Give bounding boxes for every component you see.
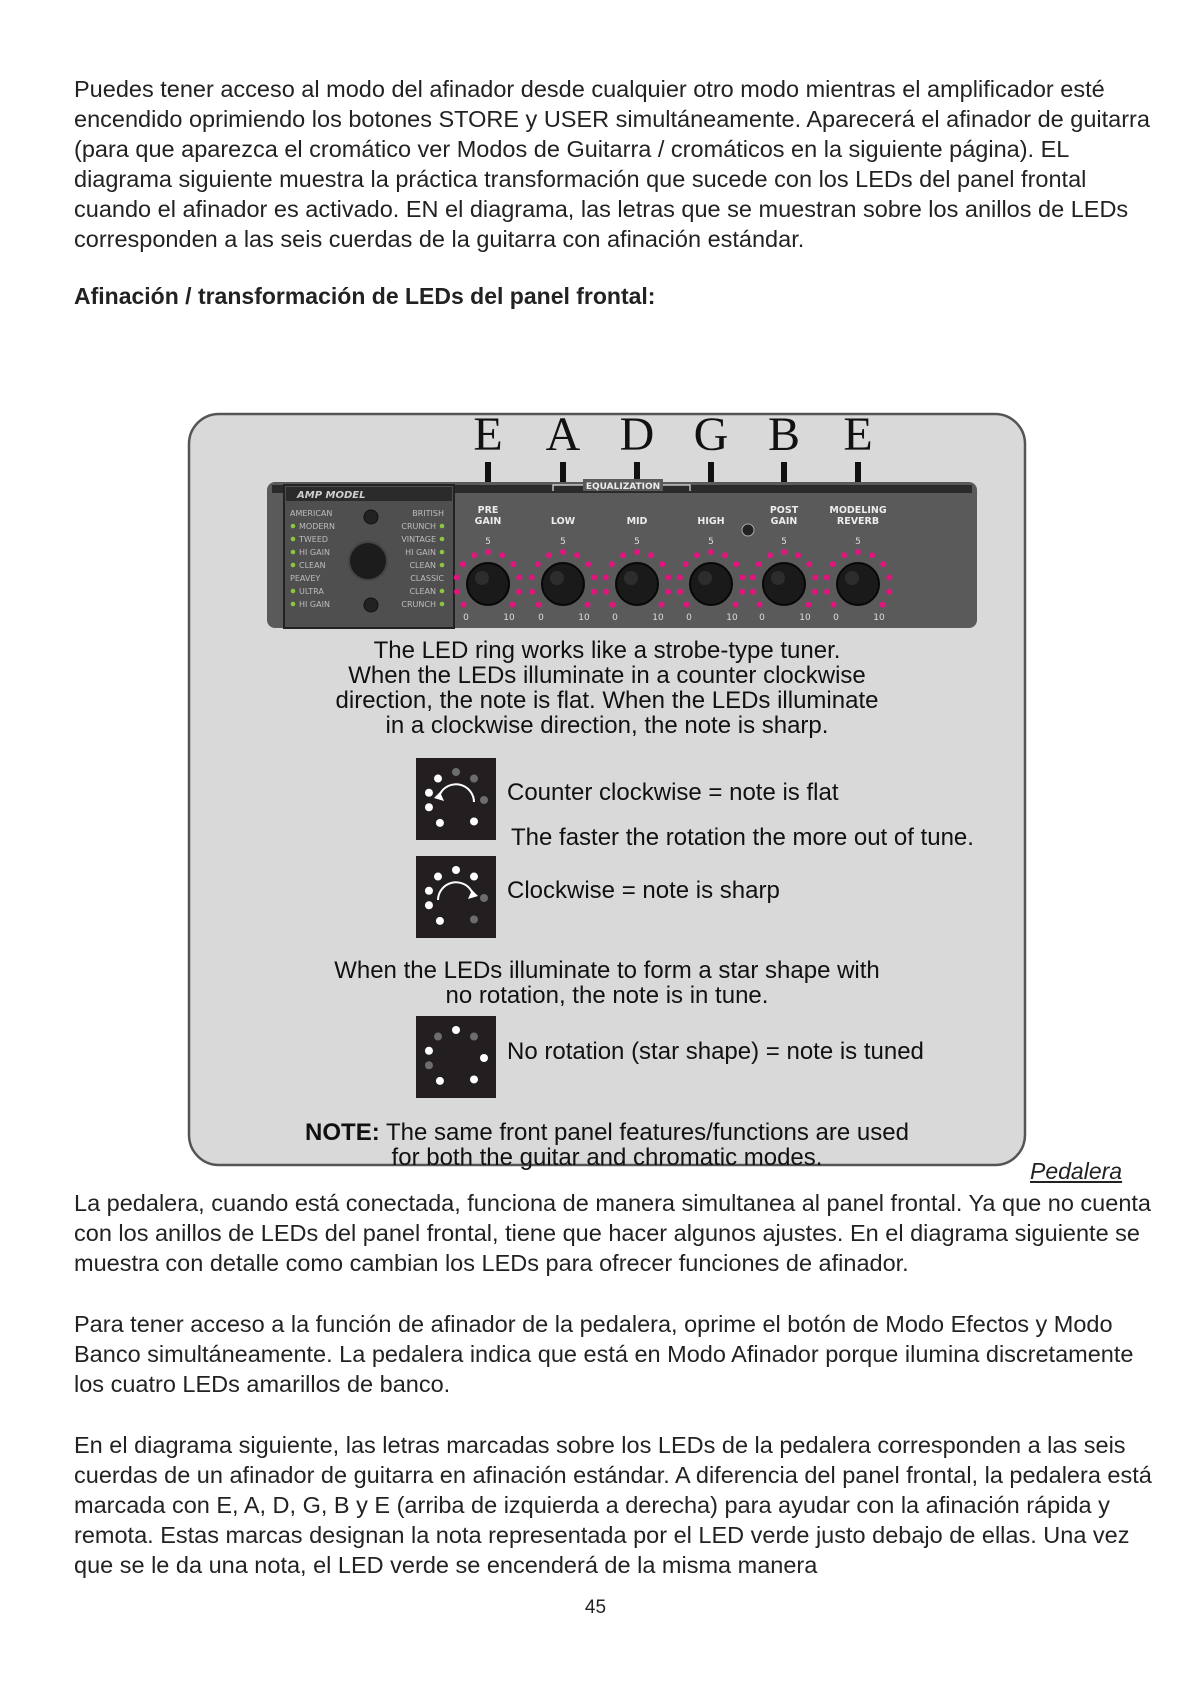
knob-ring-led [516, 589, 522, 595]
knob-ring-led [510, 602, 516, 608]
knob-ring-led [767, 552, 773, 558]
ring-led [436, 1077, 444, 1085]
knob-scale-max: 10 [503, 613, 515, 623]
amp-led-right [440, 537, 445, 542]
knob-ring-led [585, 561, 591, 567]
ccw-arrow [440, 784, 474, 802]
knob-ring-led [677, 574, 683, 580]
string-tick [855, 462, 861, 484]
ring-led [434, 775, 442, 783]
knob-ring-led [830, 561, 836, 567]
knob-4 [763, 563, 805, 605]
knob-scale-max: 10 [726, 613, 738, 623]
amp-led-right [440, 563, 445, 568]
knob-ring-led [683, 561, 689, 567]
note-line-2: for both the guitar and chromatic modes. [391, 1144, 823, 1171]
knob-ring-led [830, 602, 836, 608]
knob-ring-led [886, 589, 892, 595]
pedal-paragraph-3: En el diagrama siguiente, las letras marcadas sobre los LEDs de la pedalera corresponden a las seis cuerdas de un afinador de guitarra en afinación estándar. A diferencia del panel frontal, la pedalera está marcada con E, A, D, G, B y E (arriba de izquierda a derecha) para ayudar con la afinación rápida y remota. Estas marcas designan la nota representada por el LED verde justo debajo de ellas. Una vez que se le da una nota, el LED verde se encenderá de la misma manera [74, 1432, 1152, 1578]
strobe-line-3: direction, the note is flat. When the LEDs illuminate [335, 687, 879, 714]
string-tick [485, 462, 491, 484]
amp-led-left [291, 537, 296, 542]
star-ring-graphic [416, 1016, 496, 1098]
ccw-arrowhead [434, 792, 444, 801]
string-letter-g: G [693, 412, 729, 461]
knob-ring-led [609, 602, 615, 608]
knob-5 [837, 563, 879, 605]
clockwise-icon [416, 856, 496, 938]
knob-scale-top: 5 [485, 537, 491, 547]
ring-led [434, 873, 442, 881]
knob-3 [690, 563, 732, 605]
note-bold: NOTE: [305, 1119, 380, 1146]
knob-highlight [624, 571, 638, 585]
string-tick [781, 462, 787, 484]
knob-label-4: GAIN [770, 516, 798, 527]
string-letter-e: E [843, 412, 873, 461]
string-letter-b: B [767, 412, 801, 461]
knob-ring-led [634, 549, 640, 555]
knob-label-2: MID [626, 516, 648, 527]
ring-led [425, 887, 433, 895]
page-number: 45 [584, 1597, 607, 1618]
knob-label-5: REVERB [836, 516, 880, 527]
amp-item-right: VINTAGE [401, 535, 436, 544]
ring-led [436, 819, 444, 827]
knob-scale-max: 10 [578, 613, 590, 623]
intro-paragraph: Puedes tener acceso al modo del afinador desde cualquier otro modo mientras el amplificador esté encendido oprimiendo los botones STORE y USER simultáneamente. Aparecerá el afinador de guitarra (para que aparezca el cromático ver Modos de Guitarra / cromáticos en la siguiente página). EL diagrama siguiente muestra la práctica transformación que sucede con los LEDs del panel frontal cuando el afinador es activado. EN el diagrama, las letras que se muestran sobre los anillos de LEDs corresponden a las seis cuerdas de la guitarra con afinación estándar. [74, 76, 1150, 252]
amp-item-left: TWEED [299, 535, 329, 544]
knob-ring-led [880, 561, 886, 567]
knob-scale-max: 10 [799, 613, 811, 623]
knob-ring-led [841, 552, 847, 558]
knob-ring-led [535, 602, 541, 608]
strobe-line-2: When the LEDs illuminate in a counter clockwise [348, 662, 866, 689]
knob-ring-led [454, 574, 460, 580]
amp-led-left [291, 524, 296, 529]
knob-ring-led [739, 574, 745, 580]
knob-ring-led [485, 549, 491, 555]
faster-label: The faster the rotation the more out of tune. [511, 824, 974, 851]
tuner-diagram [187, 412, 1027, 1171]
amp-item-right: CLEAN [409, 561, 436, 570]
amp-led-left [291, 602, 296, 607]
ring-led [480, 894, 488, 902]
ring-led [452, 1026, 460, 1034]
knob-ring-led [591, 589, 597, 595]
knob-ring-led [869, 552, 875, 558]
knob-scale-top: 5 [781, 537, 787, 547]
amp-item-left: HI GAIN [299, 600, 330, 609]
ring-led [480, 796, 488, 804]
string-letter-a: A [545, 412, 581, 461]
string-tick [708, 462, 714, 484]
amp-item-left: MODERN [299, 522, 335, 531]
counter-clockwise-icon [416, 758, 496, 840]
knob-ring-led [454, 589, 460, 595]
knob-scale-top: 5 [634, 537, 640, 547]
knob-ring-led [603, 574, 609, 580]
knob-ring-led [620, 552, 626, 558]
knob-highlight [698, 571, 712, 585]
amp-item-right: CLEAN [409, 587, 436, 596]
knob-label-top-0: PRE [477, 505, 499, 516]
ring-led [470, 1075, 478, 1083]
knob-ring-led [516, 574, 522, 580]
knob-label-top-4: POST [769, 505, 799, 516]
knob-ring-led [824, 574, 830, 580]
knob-highlight [771, 571, 785, 585]
eq-header: EQUALIZATION [585, 482, 661, 492]
knob-ring-led [756, 561, 762, 567]
amp-item-right: HI GAIN [405, 548, 436, 557]
string-letter-d: D [619, 412, 655, 461]
knob-ring-led [529, 589, 535, 595]
knob-scale-min: 0 [463, 613, 469, 623]
knob-ring-led [535, 561, 541, 567]
strobe-line-4: in a clockwise direction, the note is sharp. [385, 712, 829, 739]
knob-ring-led [648, 552, 654, 558]
ring-led [470, 915, 478, 923]
knob-ring-led [546, 552, 552, 558]
knob-ring-led [609, 561, 615, 567]
knob-ring-led [683, 602, 689, 608]
strobe-line-1: The LED ring works like a strobe-type tuner. [373, 637, 841, 664]
knob-ring-led [806, 602, 812, 608]
knob-ring-led [739, 589, 745, 595]
note-text: The same front panel features/functions are used [379, 1119, 909, 1146]
knob-scale-min: 0 [833, 613, 839, 623]
knob-label-top-5: MODELING [829, 505, 887, 516]
amp-item-right: CRUNCH [401, 522, 436, 531]
knob-ring-led [750, 589, 756, 595]
knob-ring-led [806, 561, 812, 567]
ring-led [470, 775, 478, 783]
string-letter-e: E [473, 412, 503, 461]
knob-ring-led [855, 549, 861, 555]
knob-ring-led [471, 552, 477, 558]
knob-scale-min: 0 [612, 613, 618, 623]
cw-label: Clockwise = note is sharp [507, 877, 780, 904]
knob-scale-max: 10 [873, 613, 885, 623]
star-line-1: When the LEDs illuminate to form a star shape with [334, 957, 880, 984]
amp-led-right [440, 602, 445, 607]
ring-led [425, 803, 433, 811]
knob-ring-led [756, 602, 762, 608]
knob-scale-top: 5 [855, 537, 861, 547]
knob-2 [616, 563, 658, 605]
knob-label-3: HIGH [697, 516, 725, 527]
ring-led [425, 901, 433, 909]
knob-ring-led [460, 602, 466, 608]
knob-ring-led [812, 574, 818, 580]
knob-ring-led [677, 589, 683, 595]
amp-small-knob-bottom [364, 598, 378, 612]
ring-led [425, 1061, 433, 1069]
cw-arrowhead [468, 890, 478, 899]
amp-group-header-left: AMERICAN [290, 509, 333, 518]
ring-led [425, 1047, 433, 1055]
amp-led-left [291, 550, 296, 555]
amp-model-knob [349, 542, 387, 580]
ring-led [470, 1033, 478, 1041]
knob-ring-led [795, 552, 801, 558]
knob-scale-min: 0 [686, 613, 692, 623]
knob-highlight [845, 571, 859, 585]
knob-ring-led [733, 561, 739, 567]
star-shape-icon [416, 1016, 496, 1098]
knob-highlight [550, 571, 564, 585]
pedal-paragraph-1: La pedalera, cuando está conectada, funciona de manera simultanea al panel frontal. Ya que no cuenta con los anillos de LEDs del panel frontal, tiene que hacer algunos ajustes. En el diagrama siguiente se muestra con detalle como cambian los LEDs para ofrecer funciones de afinador. [74, 1190, 1151, 1276]
note-line-1 [187, 1120, 1027, 1146]
knob-scale-top: 5 [560, 537, 566, 547]
amp-item-left: CLEAN [299, 561, 326, 570]
amp-item-right: CRUNCH [401, 600, 436, 609]
string-tick [560, 462, 566, 484]
amp-led-right [440, 524, 445, 529]
ring-led [436, 917, 444, 925]
knob-ring-led [733, 602, 739, 608]
amp-model-title: AMP MODEL [297, 490, 366, 501]
knob-scale-top: 5 [708, 537, 714, 547]
panel-screw [742, 524, 754, 536]
ring-led [452, 768, 460, 776]
knob-scale-max: 10 [652, 613, 664, 623]
amp-item-left: HI GAIN [299, 548, 330, 557]
knob-ring-led [665, 574, 671, 580]
amp-group-header-right: CLASSIC [410, 574, 444, 583]
knob-ring-led [659, 561, 665, 567]
ring-led [452, 866, 460, 874]
star-line-2: no rotation, the note is in tune. [445, 982, 769, 1009]
ring-led [470, 873, 478, 881]
knob-ring-led [460, 561, 466, 567]
section-heading: Afinación / transformación de LEDs del panel frontal: [74, 283, 656, 309]
pedalera-title: Pedalera [1030, 1158, 1123, 1184]
amp-group-header-right: BRITISH [412, 509, 444, 518]
knob-ring-led [574, 552, 580, 558]
knob-0 [467, 563, 509, 605]
knob-ring-led [591, 574, 597, 580]
knob-ring-led [665, 589, 671, 595]
knob-ring-led [824, 589, 830, 595]
knob-ring-led [812, 589, 818, 595]
pedal-paragraph-2: Para tener acceso a la función de afinador de la pedalera, oprime el botón de Modo Efectos y Modo Banco simultáneamente. La pedalera indica que está en Modo Afinador porque ilumina discretamente los cuatro LEDs amarillos de banco. [74, 1311, 1134, 1397]
knob-1 [542, 563, 584, 605]
ccw-ring-graphic [416, 758, 496, 840]
knob-ring-led [708, 549, 714, 555]
knob-ring-led [585, 602, 591, 608]
knob-ring-led [886, 574, 892, 580]
knob-label-0: GAIN [474, 516, 502, 527]
knob-ring-led [529, 574, 535, 580]
knob-ring-led [694, 552, 700, 558]
knob-ring-led [659, 602, 665, 608]
knob-ring-led [750, 574, 756, 580]
cw-ring-graphic [416, 856, 496, 938]
amp-led-right [440, 589, 445, 594]
ring-led [480, 1054, 488, 1062]
knob-ring-led [603, 589, 609, 595]
ccw-label: Counter clockwise = note is flat [507, 779, 839, 806]
amp-group-header-left: PEAVEY [290, 574, 321, 583]
knob-scale-min: 0 [759, 613, 765, 623]
amp-small-knob-top [364, 510, 378, 524]
knob-ring-led [781, 549, 787, 555]
knob-ring-led [880, 602, 886, 608]
ring-led [470, 817, 478, 825]
knob-scale-min: 0 [538, 613, 544, 623]
amp-item-left: ULTRA [299, 587, 324, 596]
tuned-label: No rotation (star shape) = note is tuned [507, 1038, 924, 1065]
knob-ring-led [560, 549, 566, 555]
cw-arrow [438, 882, 472, 900]
knob-label-1: LOW [550, 516, 576, 527]
knob-ring-led [499, 552, 505, 558]
amp-led-left [291, 563, 296, 568]
amp-led-right [440, 550, 445, 555]
knob-highlight [475, 571, 489, 585]
knob-ring-led [722, 552, 728, 558]
ring-led [425, 789, 433, 797]
ring-led [434, 1033, 442, 1041]
amp-led-left [291, 589, 296, 594]
knob-ring-led [510, 561, 516, 567]
